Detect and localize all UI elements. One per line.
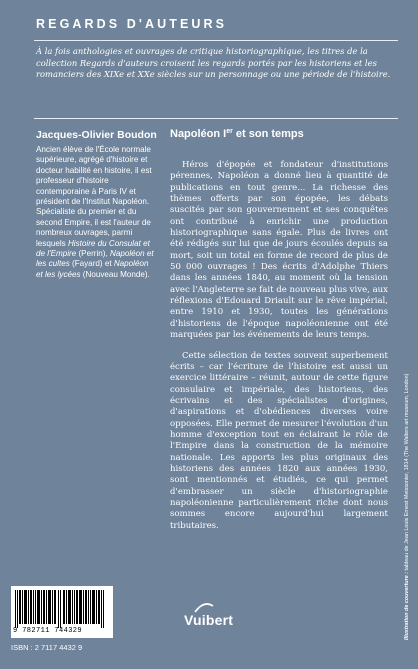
series-title: REGARDS D'AUTEURS [36,17,228,31]
section-rule [34,118,398,119]
author-bio: Ancien élève de l'École normale supérieure, agrégé d'histoire et docteur habilité en histoire, il est professeur d'histoire contemporaine à Paris IV et président de l'Institut Napoléon. Spécialiste du premier et du second Empire, il est l'auteur de nombreux ouvrages, parmi lesquels Histoire du Consulat et de l'Empire (Perrin), Napoléon et les cultes (Fayard) et Napoléon et les lycées (Nouveau Monde). [36,145,154,279]
blurb-paragraph: Cette sélection de textes souvent superbement écrits – car l'écriture de l'histoire est aussi un exercice littéraire – réunit, autour de cette figure consulaire et impériale, des historiens, des écrivains et des spécialistes d'origines, d'aspirations et d'obédiences diverses voire opposées. Elle permet de mesurer l'évolution d'un homme d'exception tout en éclairant le rôle de l'Empire dans la construction de la mémoire nationale. Les apports les plus originaux des historiens des années 1820 aux années 1930, sont mentionnés et étudiés, ce qui permet d'embrasser un siècle d'historiographie napoléonienne particulièrement riche dont nous sommes encore aujourd'hui largement tributaires. [170,350,388,531]
author-name: Jacques-Olivier Boudon [36,129,157,141]
work-title: Napoléon et les cultes [36,249,154,269]
work-title: Histoire du Consulat et de l'Empire [36,238,150,259]
publisher-name: Vuibert [184,612,234,628]
series-intro: À la fois anthologies et ouvrages de critique historiographique, les titres de la collection Regards d'auteurs croisent les regards portés par les historiens et les romanciers des XIXe et XXe siècles sur un personnage ou une période de l'histoire. [36,46,391,80]
barcode-digits: 9 782711 744329 [13,627,83,635]
book-title: Napoléon Ier et son temps [170,128,304,140]
top-rule [34,40,398,41]
blurb-paragraph: Héros d'épopée et fondateur d'institutions pérennes, Napoléon a donné lieu à quantité de publications en tout genre... La richesse des thèmes offerts par son épopée, les débats suscités par son gouvernement et ses conquêtes ont contribué à enrichir une production historiographique sans égale. Plus de livres ont été rédigés sur lui que de jours écoulés depuis sa mort, soit un total en forme de record de plus de 50 000 ouvrages ! Des écrits d'Adolphe Thiers dans les années 1840, au moment où la tension avec l'Angleterre se fait de nouveau plus vive, aux réflexions d'Edouard Driault sur le rêve impérial, entre 1910 et 1930, toutes les générations d'historiens de l'époque napoléonienne ont été marquées par les événements de leurs temps. [170,160,388,341]
work-title: Napoléon et les lycées [36,259,149,279]
illustration-credit: Illustration de couverture : tableau de Jean Louis Ernest Meissonier, 1814 (The Walters art museum, London) [404,373,410,640]
barcode-icon [15,590,109,628]
barcode [11,586,113,638]
isbn: ISBN : 2 7117 4432 9 [11,643,83,652]
blurb [170,160,388,532]
